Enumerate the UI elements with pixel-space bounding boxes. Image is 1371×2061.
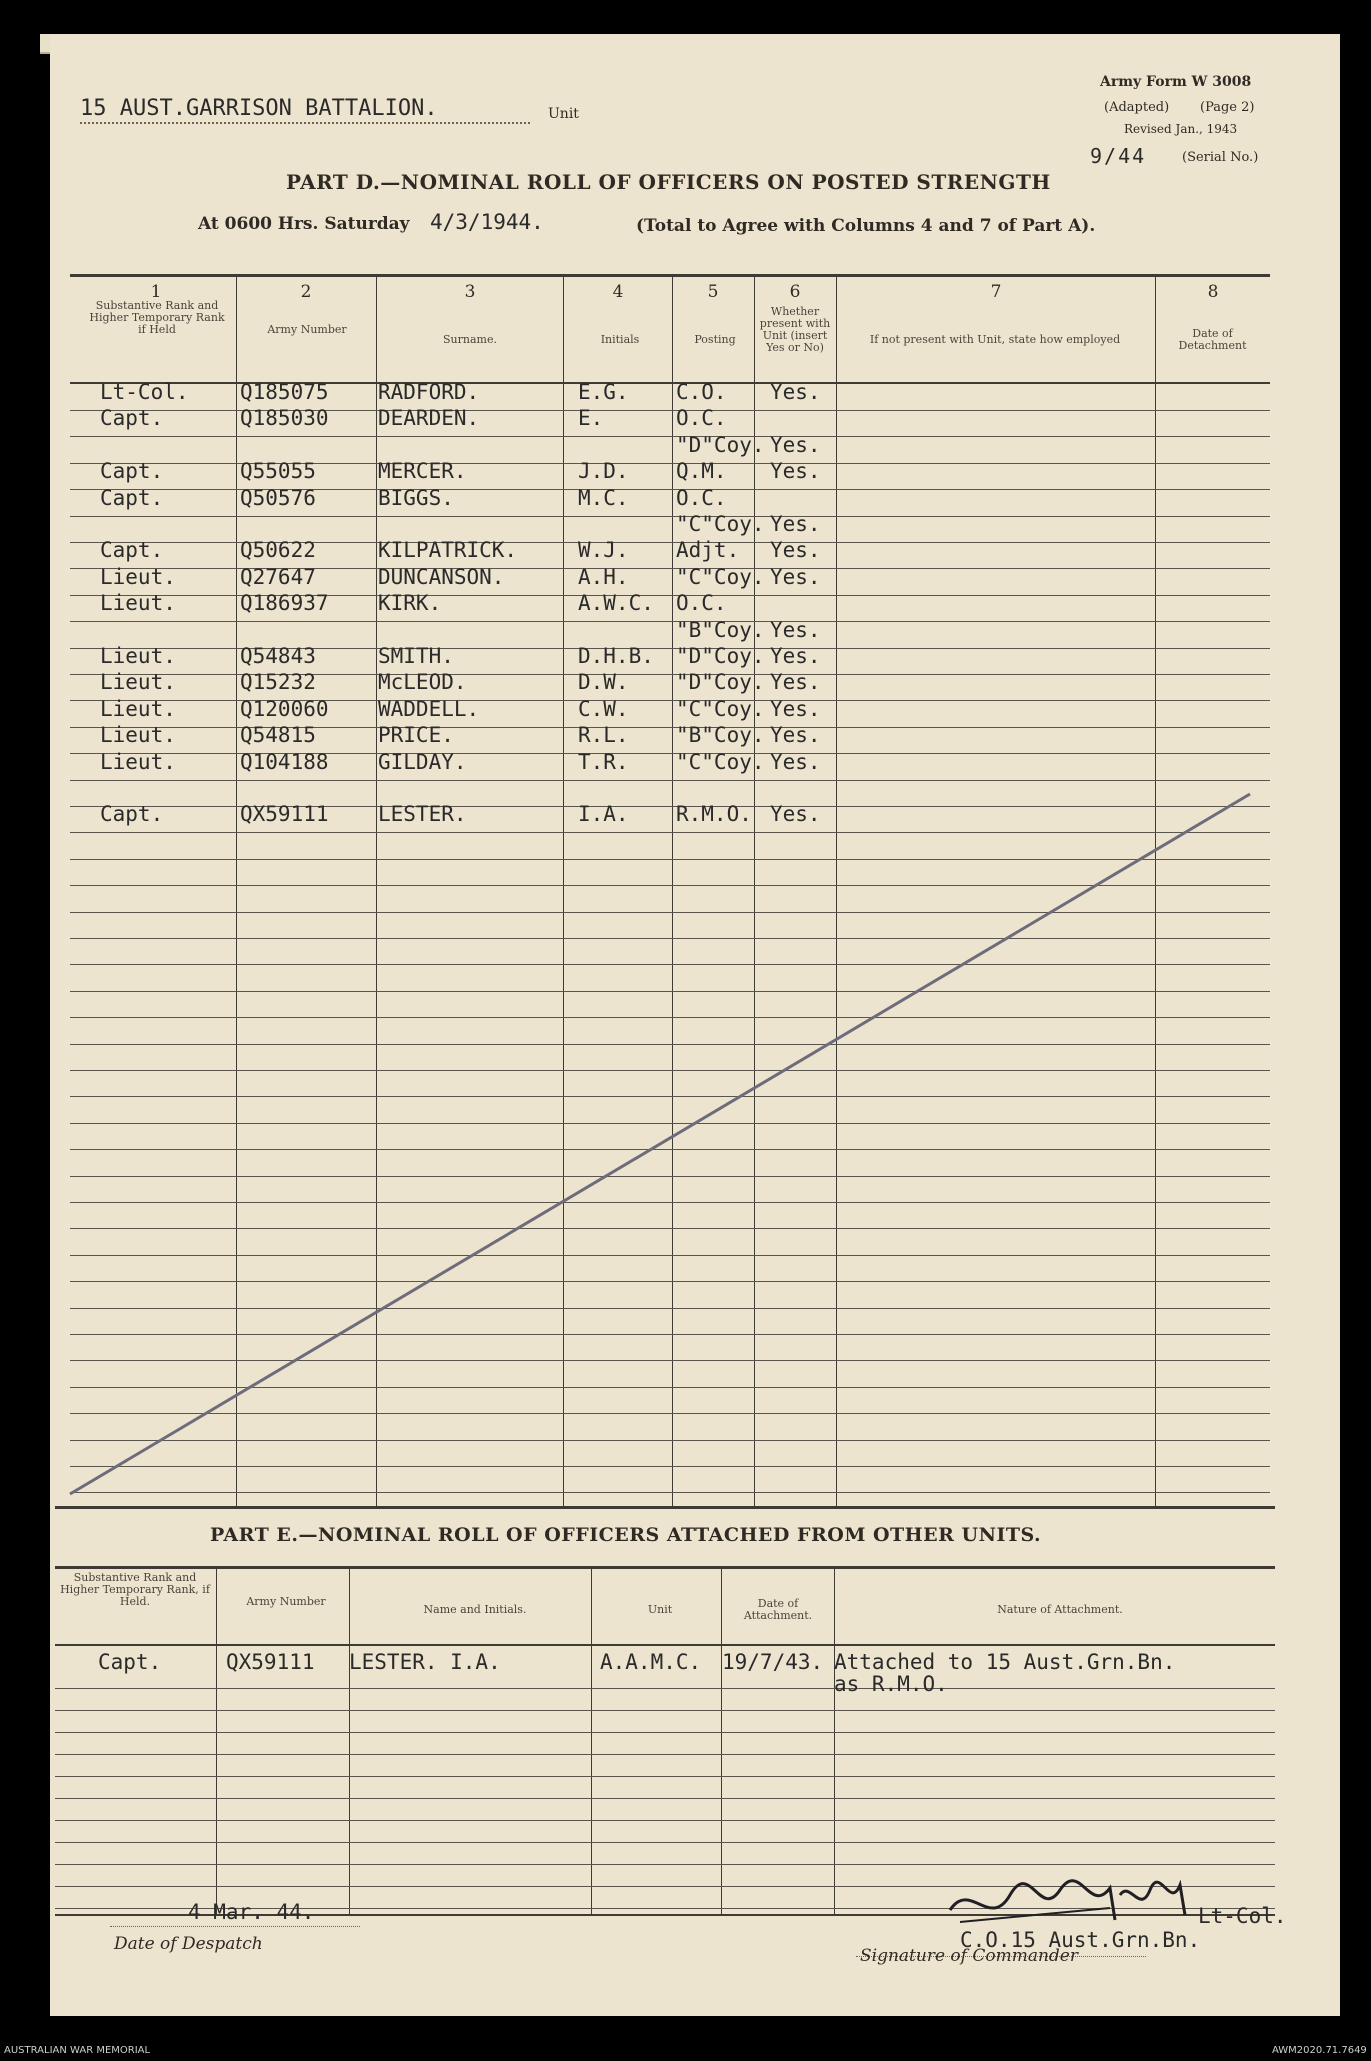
cell-rank: Lieut. — [100, 723, 176, 747]
header-army-number: Army Number — [267, 323, 347, 336]
cell-rank: Capt. — [100, 802, 164, 826]
despatch-label: Date of Despatch — [114, 1934, 263, 1954]
despatch-dotted-line — [110, 1926, 360, 1927]
column-number: 6 — [789, 282, 801, 302]
cell-nature: Attached to 15 Aust.Grn.Bn. — [834, 1650, 1176, 1674]
cell-initials: J.D. — [578, 459, 629, 483]
cell-posting: "B"Coy. — [676, 723, 765, 747]
table-top-rule — [55, 1566, 1275, 1569]
cell-rank: Capt. — [100, 538, 164, 562]
cell-number: Q50576 — [240, 486, 316, 510]
cell-number: Q27647 — [240, 565, 316, 589]
cell-initials: D.H.B. — [578, 644, 654, 668]
serial-label: (Serial No.) — [1182, 150, 1259, 165]
cell-present: Yes. — [770, 670, 821, 694]
serial-value: 9/44 — [1090, 144, 1147, 168]
cell-posting: "C"Coy. — [676, 697, 765, 721]
part-e-title: PART E.—NOMINAL ROLL OF OFFICERS ATTACHED FROM OTHER UNITS. — [210, 1524, 1042, 1546]
cell-surname: WADDELL. — [378, 697, 480, 721]
header-army-number: Army Number — [246, 1595, 326, 1608]
ruled-line — [55, 1820, 1275, 1821]
header-initials: Initials — [600, 333, 640, 346]
cell-number: QX59111 — [226, 1650, 315, 1674]
cell-initials: A.W.C. — [578, 591, 654, 615]
header-rank: Substantive Rank and Higher Temporary Rank if Held — [89, 299, 225, 336]
cell-posting: O.C. — [676, 406, 727, 430]
cell-number: Q186937 — [240, 591, 329, 615]
cell-unit: A.A.M.C. — [600, 1650, 702, 1674]
form-adapted: (Adapted) — [1104, 100, 1170, 115]
cell-posting: "D"Coy. — [676, 433, 765, 457]
cell-present: Yes. — [770, 618, 821, 642]
ruled-line — [55, 1710, 1275, 1711]
ruled-line — [55, 1798, 1275, 1799]
cell-rank: Capt. — [100, 406, 164, 430]
cell-surname: RADFORD. — [378, 380, 480, 404]
ruled-line — [55, 1688, 1275, 1689]
column-number: 5 — [707, 282, 719, 302]
header-employed: If not present with Unit, state how employed — [869, 333, 1121, 346]
cell-present: Yes. — [770, 723, 821, 747]
cell-surname: PRICE. — [378, 723, 454, 747]
header-detachment: Date of Detachment — [1178, 327, 1247, 352]
cell-number: Q185075 — [240, 380, 329, 404]
form-id: Army Form W 3008 — [1100, 74, 1252, 90]
cell-rank: Capt. — [98, 1650, 162, 1674]
table-header-rule — [55, 1644, 1275, 1646]
cell-posting: "B"Coy. — [676, 618, 765, 642]
unit-name: 15 AUST.GARRISON BATTALION. — [80, 96, 438, 121]
cell-rank: Lieut. — [100, 750, 176, 774]
cell-number: Q54843 — [240, 644, 316, 668]
cell-present: Yes. — [770, 459, 821, 483]
cell-posting: R.M.O. — [676, 802, 752, 826]
signature-label: Signature of Commander — [860, 1946, 1078, 1966]
cell-surname: GILDAY. — [378, 750, 467, 774]
cell-initials: E.G. — [578, 380, 629, 404]
cell-posting: "C"Coy. — [676, 750, 765, 774]
header-rank: Substantive Rank and Higher Temporary Rank, if Held. — [60, 1571, 210, 1608]
cell-present: Yes. — [770, 380, 821, 404]
column-number: 8 — [1207, 282, 1219, 302]
cell-posting: C.O. — [676, 380, 727, 404]
cell-present: Yes. — [770, 433, 821, 457]
cell-initials: C.W. — [578, 697, 629, 721]
cell-present: Yes. — [770, 802, 821, 826]
commander-appointment: C.O.15 Aust.Grn.Bn. — [960, 1928, 1201, 1952]
cell-initials: E. — [578, 406, 604, 430]
cell-surname: LESTER. — [378, 802, 467, 826]
cell-number: Q50622 — [240, 538, 316, 562]
cell-present: Yes. — [770, 565, 821, 589]
column-divider — [349, 1568, 350, 1914]
cell-rank: Capt. — [100, 486, 164, 510]
column-number: 4 — [612, 282, 624, 302]
cell-surname: KILPATRICK. — [378, 538, 518, 562]
cell-number: QX59111 — [240, 802, 329, 826]
part-d-time-prefix: At 0600 Hrs. Saturday — [198, 214, 410, 234]
part-d-title: PART D.—NOMINAL ROLL OF OFFICERS ON POSTED STRENGTH — [286, 170, 1051, 194]
header-name-initials: Name and Initials. — [423, 1603, 527, 1616]
cell-present: Yes. — [770, 697, 821, 721]
form-revised: Revised Jan., 1943 — [1124, 122, 1238, 136]
cell-posting: "D"Coy. — [676, 670, 765, 694]
cell-initials: A.H. — [578, 565, 629, 589]
column-divider — [834, 1568, 835, 1914]
cell-posting: O.C. — [676, 486, 727, 510]
cell-rank: Lieut. — [100, 591, 176, 615]
cell-posting: "C"Coy. — [676, 565, 765, 589]
column-number: 7 — [990, 282, 1002, 302]
cell-number: Q55055 — [240, 459, 316, 483]
cell-number: Q120060 — [240, 697, 329, 721]
cell-rank: Lieut. — [100, 565, 176, 589]
header-date-attachment: Date of Attachment. — [743, 1597, 813, 1622]
footer-left: AUSTRALIAN WAR MEMORIAL — [4, 2045, 151, 2056]
cell-initials: W.J. — [578, 538, 629, 562]
cell-rank: Lt-Col. — [100, 380, 189, 404]
cell-rank: Lieut. — [100, 697, 176, 721]
cell-number: Q15232 — [240, 670, 316, 694]
commander-rank: Lt-Col. — [1198, 1904, 1287, 1928]
cell-rank: Capt. — [100, 459, 164, 483]
column-divider — [591, 1568, 592, 1914]
cell-number: Q185030 — [240, 406, 329, 430]
header-present: Whether present with Unit (insert Yes or No) — [759, 305, 831, 354]
column-number: 2 — [300, 282, 312, 302]
column-number: 1 — [150, 282, 162, 302]
cell-present: Yes. — [770, 538, 821, 562]
cell-initials: D.W. — [578, 670, 629, 694]
cell-posting: Q.M. — [676, 459, 727, 483]
cell-present: Yes. — [770, 512, 821, 536]
despatch-date: 4 Mar. 44. — [188, 1900, 315, 1924]
cell-initials: M.C. — [578, 486, 629, 510]
cell-rank: Lieut. — [100, 644, 176, 668]
cell-initials: R.L. — [578, 723, 629, 747]
column-number: 3 — [464, 282, 476, 302]
archive-footer — [0, 2041, 1371, 2061]
header-posting: Posting — [694, 333, 736, 346]
cell-nature: as R.M.O. — [834, 1672, 948, 1696]
column-divider — [216, 1568, 217, 1914]
header-nature-attachment: Nature of Attachment. — [997, 1603, 1123, 1616]
cell-posting: "D"Coy. — [676, 644, 765, 668]
cell-surname: MERCER. — [378, 459, 467, 483]
cell-date: 19/7/43. — [722, 1650, 824, 1674]
cell-present: Yes. — [770, 644, 821, 668]
cell-posting: O.C. — [676, 591, 727, 615]
cell-surname: DEARDEN. — [378, 406, 480, 430]
ruled-line — [55, 1754, 1275, 1755]
ruled-line — [55, 1732, 1275, 1733]
cell-present: Yes. — [770, 750, 821, 774]
cell-number: Q54815 — [240, 723, 316, 747]
cell-posting: "C"Coy. — [676, 512, 765, 536]
cell-surname: DUNCANSON. — [378, 565, 505, 589]
cell-surname: SMITH. — [378, 644, 454, 668]
cell-number: Q104188 — [240, 750, 329, 774]
unit-label: Unit — [548, 106, 579, 122]
ruled-line — [55, 1842, 1275, 1843]
header-surname: Surname. — [443, 333, 497, 346]
ruled-line — [55, 1776, 1275, 1777]
form-page: (Page 2) — [1200, 100, 1255, 115]
cell-name: LESTER. I.A. — [349, 1650, 501, 1674]
cell-surname: KIRK. — [378, 591, 442, 615]
cell-rank: Lieut. — [100, 670, 176, 694]
part-d-note: (Total to Agree with Columns 4 and 7 of Part A). — [636, 216, 1096, 236]
cell-initials: T.R. — [578, 750, 629, 774]
cell-surname: McLEOD. — [378, 670, 467, 694]
part-d-date: 4/3/1944. — [430, 210, 544, 234]
cell-surname: BIGGS. — [378, 486, 454, 510]
column-divider — [721, 1568, 722, 1914]
footer-right: AWM2020.71.7649 — [1272, 2045, 1367, 2056]
cell-posting: Adjt. — [676, 538, 740, 562]
header-unit: Unit — [647, 1603, 673, 1616]
cell-initials: I.A. — [578, 802, 629, 826]
